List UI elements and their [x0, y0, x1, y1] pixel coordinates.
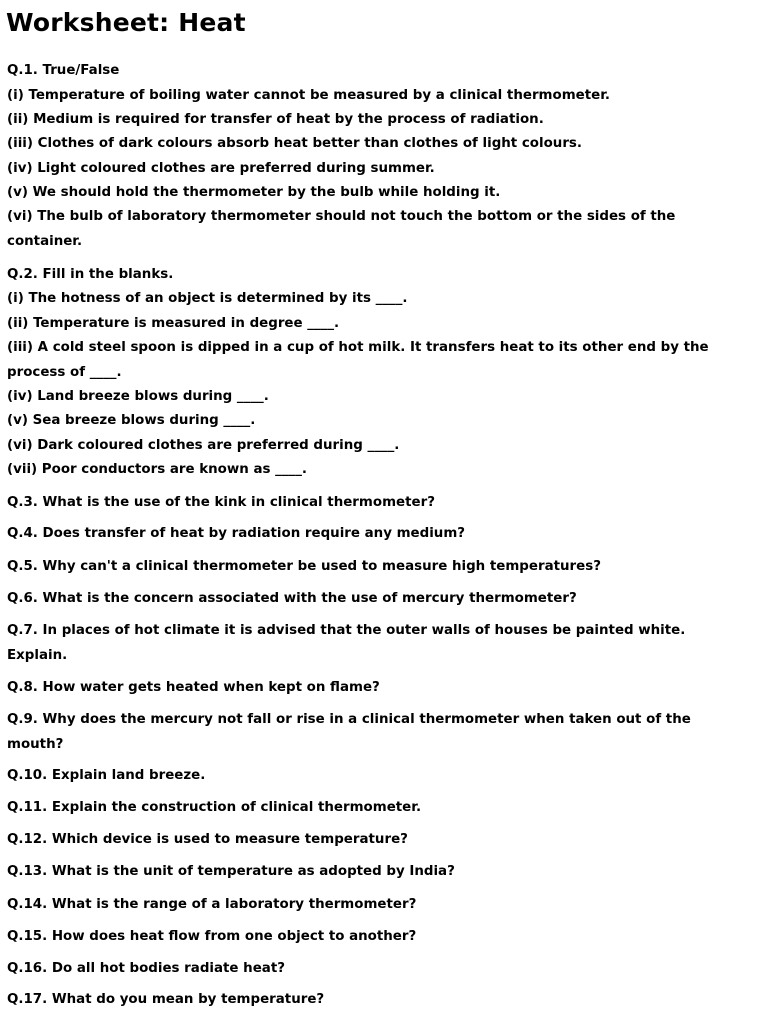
q1-heading: Q.1. True/False	[7, 63, 120, 78]
q2-item-vi: (vi) Dark coloured clothes are preferred during ____.	[7, 438, 400, 453]
q2-item-ii: (ii) Temperature is measured in degree ____.	[7, 316, 340, 331]
question-7-cont: Explain.	[7, 648, 68, 663]
q1-item-vi: (vi) The bulb of laboratory thermometer should not touch the bottom or the sides of the	[7, 209, 676, 224]
question-8: Q.8. How water gets heated when kept on flame?	[7, 680, 380, 695]
q2-item-i: (i) The hotness of an object is determined by its ____.	[7, 291, 408, 306]
question-6: Q.6. What is the concern associated with the use of mercury thermometer?	[7, 591, 577, 606]
q1-item-iii: (iii) Clothes of dark colours absorb heat better than clothes of light colours.	[7, 136, 582, 151]
q2-item-iii-cont: process of ____.	[7, 365, 122, 380]
q1-item-v: (v) We should hold the thermometer by the bulb while holding it.	[7, 185, 501, 200]
q2-item-iii: (iii) A cold steel spoon is dipped in a cup of hot milk. It transfers heat to its other end by the	[7, 340, 709, 355]
question-15: Q.15. How does heat flow from one object to another?	[7, 929, 417, 944]
question-11: Q.11. Explain the construction of clinical thermometer.	[7, 800, 422, 815]
q2-item-vii: (vii) Poor conductors are known as ____.	[7, 462, 307, 477]
question-17: Q.17. What do you mean by temperature?	[7, 992, 325, 1007]
q2-heading: Q.2. Fill in the blanks.	[7, 267, 174, 282]
page-title: Worksheet: Heat	[6, 8, 246, 37]
question-12: Q.12. Which device is used to measure temperature?	[7, 832, 408, 847]
question-3: Q.3. What is the use of the kink in clinical thermometer?	[7, 495, 435, 510]
q2-item-v: (v) Sea breeze blows during ____.	[7, 413, 256, 428]
question-4: Q.4. Does transfer of heat by radiation require any medium?	[7, 526, 466, 541]
q2-item-iv: (iv) Land breeze blows during ____.	[7, 389, 269, 404]
question-7: Q.7. In places of hot climate it is advised that the outer walls of houses be painted white.	[7, 623, 686, 638]
question-14: Q.14. What is the range of a laboratory thermometer?	[7, 897, 417, 912]
q1-item-iv: (iv) Light coloured clothes are preferred during summer.	[7, 161, 435, 176]
question-16: Q.16. Do all hot bodies radiate heat?	[7, 961, 285, 976]
question-10: Q.10. Explain land breeze.	[7, 768, 206, 783]
question-9-cont: mouth?	[7, 737, 64, 752]
q1-item-ii: (ii) Medium is required for transfer of heat by the process of radiation.	[7, 112, 544, 127]
q1-item-vi-cont: container.	[7, 234, 83, 249]
question-9: Q.9. Why does the mercury not fall or rise in a clinical thermometer when taken out of the	[7, 712, 691, 727]
q1-item-i: (i) Temperature of boiling water cannot be measured by a clinical thermometer.	[7, 88, 610, 103]
question-13: Q.13. What is the unit of temperature as adopted by India?	[7, 864, 455, 879]
question-5: Q.5. Why can't a clinical thermometer be used to measure high temperatures?	[7, 559, 601, 574]
